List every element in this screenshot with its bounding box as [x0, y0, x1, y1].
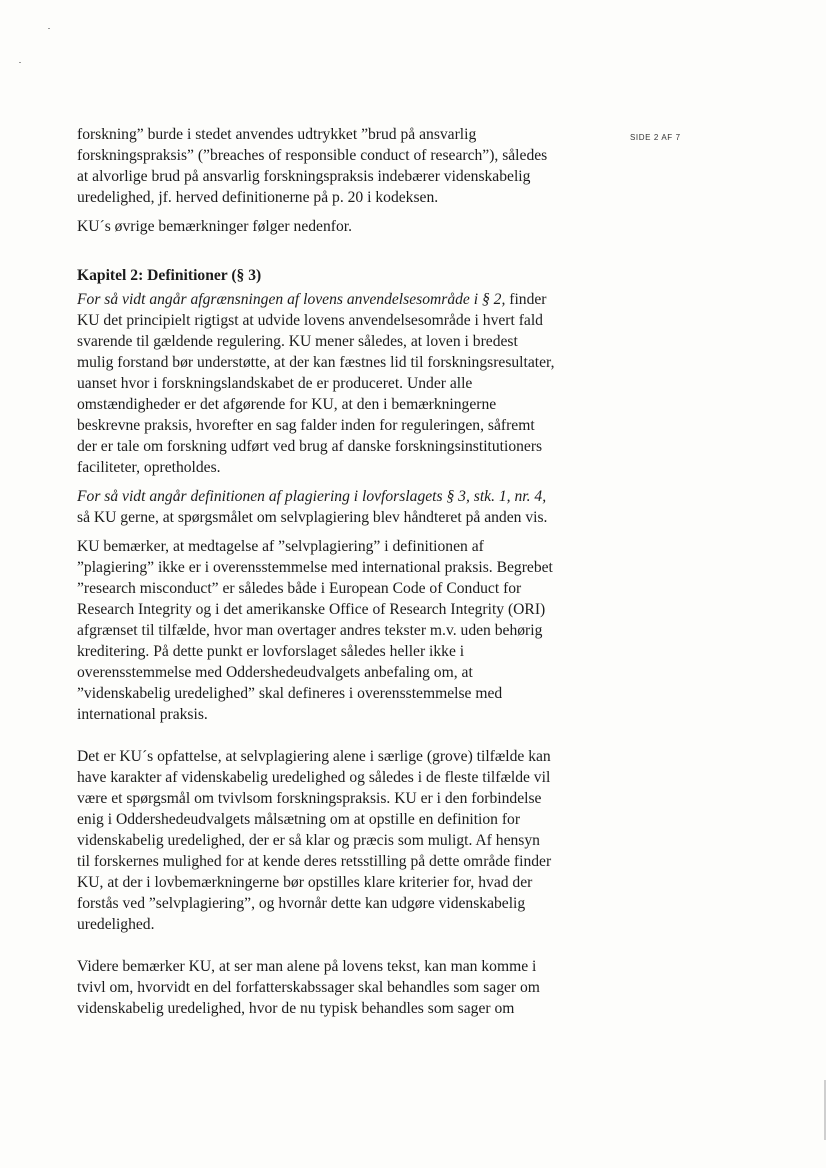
text-line: til forskernes mulighed for at kende deres retsstilling på dette område finder	[77, 853, 552, 870]
text-line: beskrevne praksis, hvorefter en sag falder inden for reguleringen, såfremt	[77, 417, 535, 434]
text-line: enig i Oddershedeudvalgets målsætning om at opstille en definition for	[77, 811, 521, 828]
text-line	[77, 486, 597, 507]
text-line: Videre bemærker KU, at ser man alene på lovens tekst, kan man komme i	[77, 958, 537, 975]
text-line: omstændigheder er det afgørende for KU, at den i bemærkningerne	[77, 396, 497, 413]
paragraph-authorship	[77, 956, 597, 1019]
text-line: faciliteter, opretholdes.	[77, 459, 221, 476]
intro-closing-paragraph	[77, 216, 597, 237]
text-line: KU´s øvrige bemærkninger følger nedenfor.	[77, 218, 352, 235]
text-fragment: finder	[505, 291, 547, 308]
text-line: have karakter af videnskabelig uredelighed og således i de fleste tilfælde vil	[77, 769, 551, 786]
text-line: videnskabelig uredelighed, der er så klar og præcis som muligt. Af hensyn	[77, 832, 540, 849]
intro-paragraph	[77, 124, 597, 208]
text-line: KU, at der i lovbemærkningerne bør opstilles klare kriterier for, hvad der	[77, 874, 533, 891]
text-line: mulig forstand bør understøtte, at der kan fæstnes lid til forskningsresultater,	[77, 354, 555, 371]
text-line: uredelighed.	[77, 916, 155, 933]
text-line: forskning” burde i stedet anvendes udtrykket ”brud på ansvarlig	[77, 126, 477, 143]
text-line: uanset hvor i forskningslandskabet de er produceret. Under alle	[77, 375, 473, 392]
text-line	[77, 289, 597, 310]
text-line: uredelighed, jf. herved definitionerne på p. 20 i kodeksen.	[77, 189, 439, 206]
paragraph-ku-opinion	[77, 746, 597, 935]
text-line: være et spørgsmål om tvivlsom forskningspraksis. KU er i den forbindelse	[77, 790, 542, 807]
text-line: ”research misconduct” er således både i European Code of Conduct for	[77, 580, 522, 597]
section-heading: Kapitel 2: Definitioner (§ 3)	[77, 267, 262, 284]
text-line: tvivl om, hvorvidt en del forfatterskabssager skal behandles som sager om	[77, 979, 540, 996]
text-line: ”videnskabelig uredelighed” skal defineres i overensstemmelse med	[77, 685, 503, 702]
text-line: forstås ved ”selvplagiering”, og hvornår dette kan udgøre videnskabelig	[77, 895, 526, 912]
text-line: afgrænset til tilfælde, hvor man overtager andres tekster m.v. uden behørig	[77, 622, 543, 639]
text-line: Det er KU´s opfattelse, at selvplagiering alene i særlige (grove) tilfælde kan	[77, 748, 551, 765]
italic-lead: For så vidt angår afgrænsningen af lovens anvendelsesområde i § 2,	[77, 291, 506, 308]
text-line: ”plagiering” ikke er i overensstemmelse med international praksis. Begrebet	[77, 559, 553, 576]
text-line: KU bemærker, at medtagelse af ”selvplagiering” i definitionen af	[77, 538, 484, 555]
text-line: videnskabelig uredelighed, hvor de nu typisk behandles som sager om	[77, 1000, 515, 1017]
italic-lead: For så vidt angår definitionen af plagiering i lovforslagets § 3, stk. 1, nr. 4,	[77, 488, 547, 505]
document-body	[77, 124, 597, 1019]
text-line: svarende til gældende regulering. KU mener således, at loven i bredest	[77, 333, 518, 350]
text-line: der er tale om forskning udført ved brug af danske forskningsinstitutioners	[77, 438, 543, 455]
scan-speck	[48, 28, 50, 29]
paragraph-self-plagiarism-practice	[77, 536, 597, 725]
text-line: KU det principielt rigtigst at udvide lovens anvendelsesområde i hvert fald	[77, 312, 543, 329]
text-line: så KU gerne, at spørgsmålet om selvplagiering blev håndteret på anden vis.	[77, 509, 548, 526]
paragraph-scope	[77, 289, 597, 478]
page-number-label: SIDE 2 AF 7	[630, 133, 681, 142]
paragraph-plagiarism-definition	[77, 486, 597, 528]
text-line: overensstemmelse med Oddershedeudvalgets anbefaling om, at	[77, 664, 473, 681]
text-line: kreditering. På dette punkt er lovforslaget således heller ikke i	[77, 643, 465, 660]
text-line: at alvorlige brud på ansvarlig forskningspraksis indebærer videnskabelig	[77, 168, 531, 185]
text-line: international praksis.	[77, 706, 208, 723]
scan-speck	[19, 62, 21, 63]
text-line: Research Integrity og i det amerikanske Office of Research Integrity (ORI)	[77, 601, 546, 618]
text-line: forskningspraksis” (”breaches of responsible conduct of research”), således	[77, 147, 548, 164]
